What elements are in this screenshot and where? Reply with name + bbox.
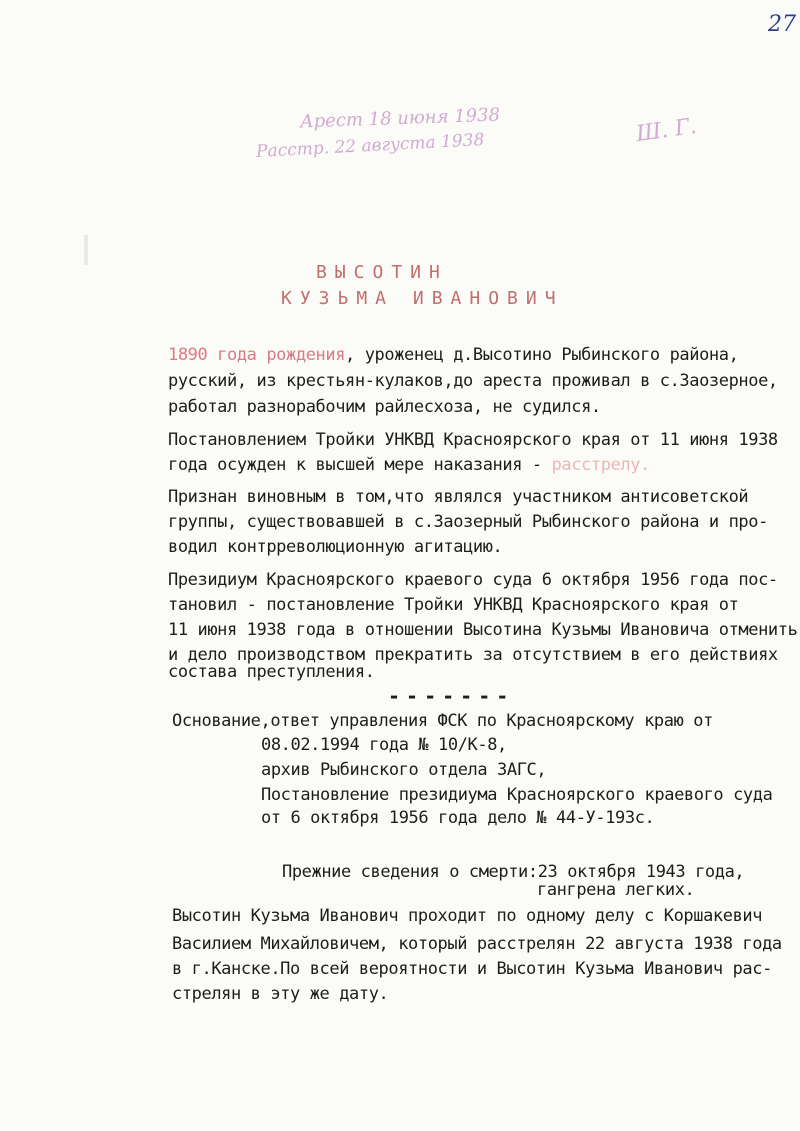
sentence-text: года осужден к высшей мере наказания - bbox=[168, 455, 552, 475]
conclusion-line-4: стрелян в эту же дату. bbox=[172, 984, 389, 1004]
paragraph-4-line-3: 11 июня 1938 года в отношении Высотина Кузьмы Ивановича отменить bbox=[168, 620, 798, 640]
paragraph-3-line-2: группы, существовавшей в с.Заозерный Рыбинского района и про- bbox=[168, 512, 768, 532]
paragraph-3-line-1: Признан виновным в том,что являлся участником антисоветской bbox=[168, 487, 749, 507]
paragraph-4-line-5: состава преступления. bbox=[168, 662, 375, 682]
basis-line-1: Основание,ответ управления ФСК по Красноярскому краю от bbox=[172, 711, 713, 731]
paragraph-4-line-2: тановил - постановление Тройки УНКВД Красноярского края от bbox=[168, 595, 739, 615]
handwritten-note-line-1: Арест 18 июня 1938 bbox=[299, 104, 501, 133]
title-name: КУЗЬМА ИВАНОВИЧ bbox=[281, 288, 564, 309]
margin-mark bbox=[84, 235, 88, 265]
conclusion-line-2: Василием Михайловичем, который расстрелян 22 августа 1938 года bbox=[172, 934, 782, 954]
prior-death-line-2: гангрена легких. bbox=[537, 880, 695, 900]
handwritten-note-line-2: Расстр. 22 августа 1938 bbox=[255, 130, 485, 162]
paragraph-2-line-1: Постановлением Тройки УНКВД Красноярского края от 11 июня 1938 bbox=[168, 430, 778, 450]
paragraph-4-line-4: и дело производством прекратить за отсутствием в его действиях bbox=[168, 645, 778, 665]
basis-line-5: от 6 октября 1956 года дело № 44-У-193с. bbox=[261, 808, 655, 828]
conclusion-line-3: в г.Канске.По всей вероятности и Высотин Кузьма Иванович рас- bbox=[172, 959, 772, 979]
sentence-faint-text: расстрелу. bbox=[551, 455, 650, 475]
paragraph-1-line-2: русский, из крестьян-кулаков,до ареста проживал в с.Заозерное, bbox=[168, 371, 778, 391]
handwritten-signature: Ш. Г. bbox=[634, 113, 699, 148]
paragraph-1-line-1 bbox=[168, 345, 738, 365]
separator-dashes: ------- bbox=[388, 684, 515, 708]
birth-year-text: 1890 года рождения bbox=[168, 345, 346, 365]
conclusion-line-1: Высотин Кузьма Иванович проходит по одному делу с Коршакевич bbox=[172, 906, 763, 926]
basis-line-2: 08.02.1994 года № 10/К-8, bbox=[261, 735, 507, 755]
birthplace-text: , уроженец д.Высотино Рыбинского района, bbox=[345, 345, 739, 365]
paragraph-2-line-2 bbox=[168, 455, 650, 475]
page-number: 27 bbox=[768, 12, 796, 37]
paragraph-3-line-3: водил контрреволюционную агитацию. bbox=[168, 537, 503, 557]
paragraph-1-line-3: работал разнорабочим райлесхоза, не судился. bbox=[168, 397, 601, 417]
title-surname: ВЫСОТИН bbox=[316, 262, 448, 283]
basis-line-3: архив Рыбинского отдела ЗАГС, bbox=[261, 760, 547, 780]
basis-line-4: Постановление президиума Красноярского краевого суда bbox=[261, 785, 773, 805]
paragraph-4-line-1: Президиум Красноярского краевого суда 6 октября 1956 года пос- bbox=[168, 570, 778, 590]
prior-death-line-1: Прежние сведения о смерти:23 октября 1943 года, bbox=[282, 862, 745, 882]
